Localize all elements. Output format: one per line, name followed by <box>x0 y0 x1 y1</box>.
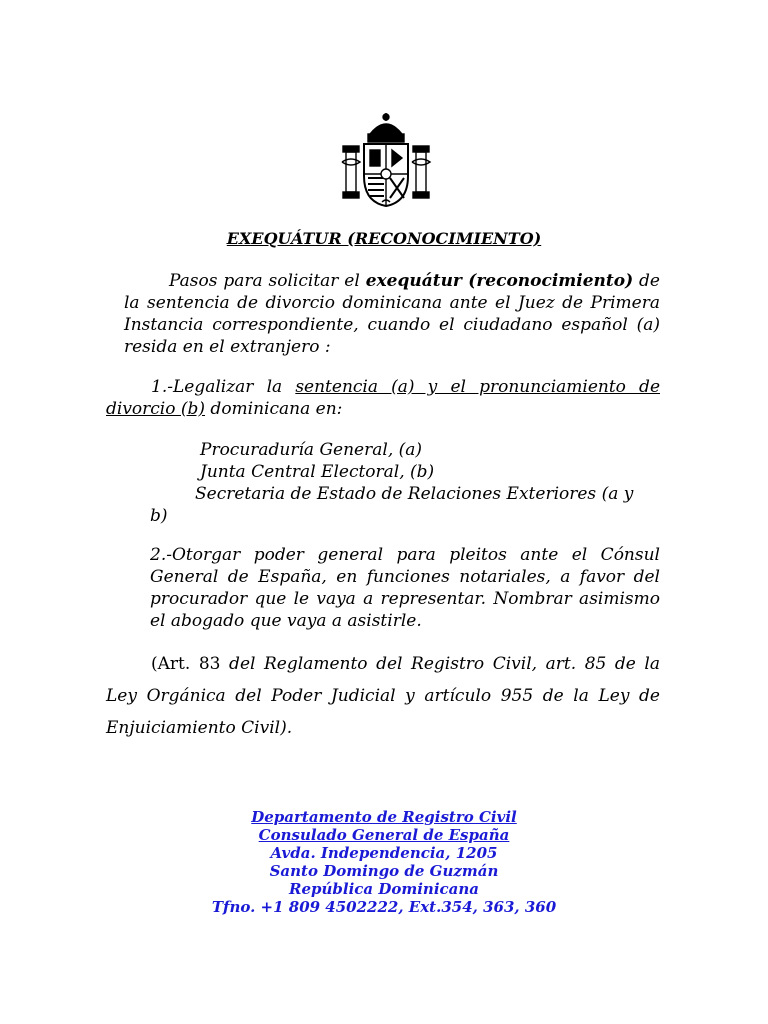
step-1-underlined-text: sentencia (a) y el pronunciamiento de divorcio (b) <box>106 377 660 419</box>
footer-contact-block <box>0 808 768 916</box>
step-1-paragraph <box>106 376 660 420</box>
footer-address: Avda. Independencia, 1205 <box>270 844 498 862</box>
intro-text-end: de la sentencia de divorcio dominicana ante el Juez de Primera Instancia correspondiente, cuando el ciudadano español (a) resida en el extranjero : <box>124 271 660 357</box>
intro-text-start: Pasos para solicitar el <box>169 271 366 291</box>
legal-reference-text: del Reglamento del Registro Civil, art. 85 de la Ley Orgánica del Poder Judicial y artículo 955 de la Ley de Enjuiciamiento Civil). <box>106 654 660 738</box>
document-title: EXEQUÁTUR (RECONOCIMIENTO) <box>226 229 542 248</box>
institution-item-secretaria-continuation: b) <box>150 506 168 526</box>
footer-city: Santo Domingo de Guzmán <box>269 862 499 880</box>
spanish-coat-of-arms-icon <box>340 112 432 208</box>
step-1-text-end: dominicana en: <box>205 399 343 419</box>
step-1-text-start: 1.-Legalizar la <box>151 377 296 397</box>
legal-reference-open: (Art. 83 <box>151 654 221 674</box>
step-2-paragraph: 2.-Otorgar poder general para pleitos ante el Cónsul General de España, en funciones notariales, a favor del procurador que le vaya a representar. Nombrar asimismo el abogado que vaya a asistirle. <box>150 545 660 631</box>
institution-item-secretaria: Secretaria de Estado de Relaciones Exteriores (a y <box>195 484 634 504</box>
legal-reference-paragraph <box>106 648 660 744</box>
institution-item-junta-central: Junta Central Electoral, (b) <box>200 462 435 482</box>
intro-paragraph <box>124 270 660 358</box>
footer-department: Departamento de Registro Civil <box>251 808 517 826</box>
footer-consulate: Consulado General de España <box>258 826 510 844</box>
footer-phone: Tfno. +1 809 4502222, Ext.354, 363, 360 <box>211 898 557 916</box>
institution-item-procuraduria: Procuraduría General, (a) <box>200 440 423 460</box>
exequatur-term: exequátur (reconocimiento) <box>365 271 634 291</box>
footer-country: República Dominicana <box>288 880 480 898</box>
